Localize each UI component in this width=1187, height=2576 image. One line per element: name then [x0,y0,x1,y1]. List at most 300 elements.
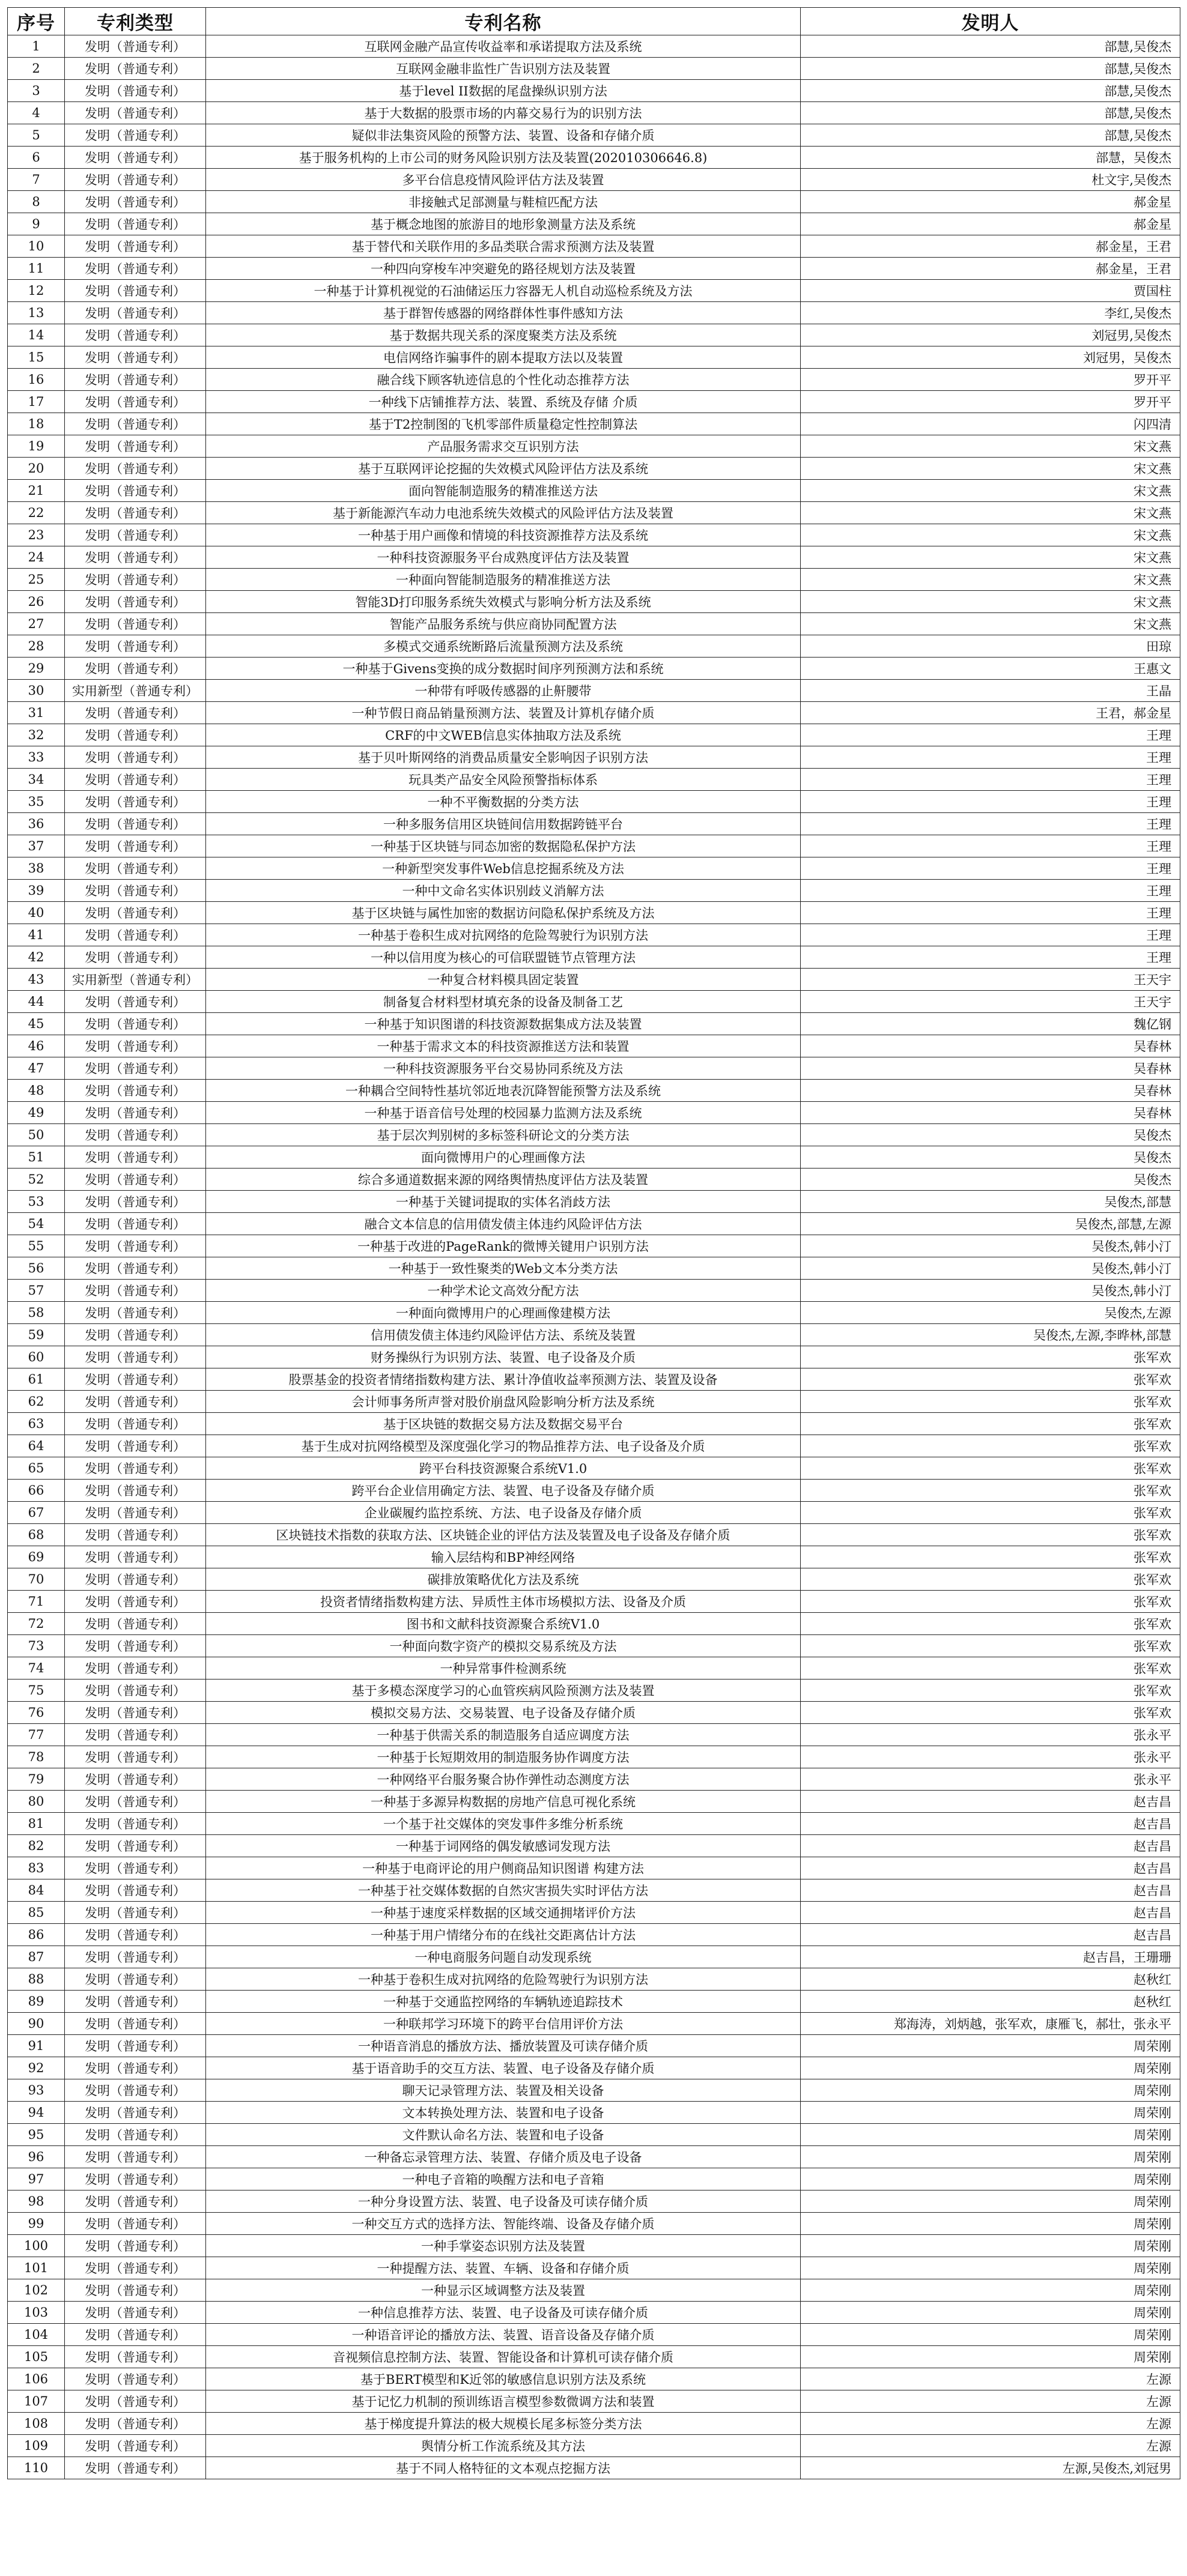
inventor: 罗开平 [801,391,1180,413]
patent-type: 发明（普通专利） [65,1213,206,1235]
table-row [8,1324,1180,1346]
patent-type: 发明（普通专利） [65,1524,206,1546]
inventor: 周荣刚 [801,2035,1180,2057]
header-author: 发明人 [801,8,1180,35]
patent-type: 发明（普通专利） [65,2146,206,2168]
patent-type: 发明（普通专利） [65,2057,206,2079]
patent-type: 发明（普通专利） [65,102,206,124]
patent-name: 基于新能源汽车动力电池系统失效模式的风险评估方法及装置 [206,502,801,524]
table-row [8,1146,1180,1169]
inventor: 吴俊杰 [801,1124,1180,1146]
patent-name: 一种基于卷积生成对抗网络的危险驾驶行为识别方法 [206,1968,801,1991]
table-row [8,235,1180,258]
table-row [8,769,1180,791]
row-index: 12 [8,280,65,302]
table-row [8,1057,1180,1080]
patent-name: 区块链技术指数的获取方法、区块链企业的评估方法及装置及电子设备及存储介质 [206,1524,801,1546]
patent-name: 会计师事务所声誉对股价崩盘风险影响分析方法及系统 [206,1391,801,1413]
table-row [8,813,1180,835]
inventor: 张军欢 [801,1346,1180,1368]
row-index: 19 [8,435,65,458]
table-row [8,1013,1180,1035]
patent-type: 发明（普通专利） [65,1724,206,1746]
patent-type: 发明（普通专利） [65,724,206,746]
patent-type: 发明（普通专利） [65,1324,206,1346]
table-row [8,80,1180,102]
patent-name: 面向微博用户的心理画像方法 [206,1146,801,1169]
row-index: 36 [8,813,65,835]
patent-type: 发明（普通专利） [65,1791,206,1813]
table-row [8,1546,1180,1568]
patent-type: 发明（普通专利） [65,1391,206,1413]
patent-name: 玩具类产品安全风险预警指标体系 [206,769,801,791]
patent-name: 一种新型突发事件Web信息挖掘系统及方法 [206,857,801,880]
patent-type: 发明（普通专利） [65,2235,206,2257]
patent-name: 一种联邦学习环境下的跨平台信用评价方法 [206,2013,801,2035]
inventor: 张军欢 [801,1546,1180,1568]
table-row [8,1902,1180,1924]
table-row [8,1391,1180,1413]
patent-name: 基于区块链与属性加密的数据访问隐私保护系统及方法 [206,902,801,924]
patent-name: 一种面向微博用户的心理画像建模方法 [206,1302,801,1324]
patent-type: 发明（普通专利） [65,280,206,302]
row-index: 53 [8,1191,65,1213]
table-row [8,1568,1180,1591]
patent-name: 一种面向数字资产的模拟交易系统及方法 [206,1635,801,1657]
patent-type: 发明（普通专利） [65,1169,206,1191]
patent-name: 跨平台科技资源聚合系统V1.0 [206,1457,801,1480]
row-index: 18 [8,413,65,435]
patent-name: 一种基于计算机视觉的石油储运压力容器无人机自动巡检系统及方法 [206,280,801,302]
table-row [8,369,1180,391]
table-row [8,2457,1180,2479]
row-index: 102 [8,2279,65,2302]
row-index: 50 [8,1124,65,1146]
patent-type: 发明（普通专利） [65,2302,206,2324]
patent-type: 发明（普通专利） [65,346,206,369]
table-row [8,58,1180,80]
patent-name: 一种面向智能制造服务的精准推送方法 [206,569,801,591]
inventor: 周荣刚 [801,2302,1180,2324]
inventor: 郑海涛，刘炳越，张军欢，康雁飞，郝壮，张永平 [801,2013,1180,2035]
patent-name: 一种基于交通监控网络的车辆轨迹追踪技术 [206,1991,801,2013]
patent-name: 一种语音评论的播放方法、装置、语音设备及存储介质 [206,2324,801,2346]
row-index: 84 [8,1879,65,1902]
patent-name: 模拟交易方法、交易装置、电子设备及存储介质 [206,1702,801,1724]
inventor: 吴俊杰,部慧 [801,1191,1180,1213]
inventor: 赵吉昌 [801,1791,1180,1813]
inventor: 张军欢 [801,1524,1180,1546]
patent-name: 基于数据共现关系的深度聚类方法及系统 [206,324,801,346]
inventor: 部慧,吴俊杰 [801,80,1180,102]
patent-name: 基于服务机构的上市公司的财务风险识别方法及装置(202010306646.8) [206,147,801,169]
patent-name: 基于区块链的数据交易方法及数据交易平台 [206,1413,801,1435]
row-index: 1 [8,35,65,58]
patent-name: 一种基于用户画像和情境的科技资源推荐方法及系统 [206,524,801,546]
table-row [8,213,1180,235]
table-row [8,1857,1180,1879]
row-index: 101 [8,2257,65,2279]
row-index: 34 [8,769,65,791]
patent-name: 一种基于词网络的偶发敏感词发现方法 [206,1835,801,1857]
patent-name: 一种基于需求文本的科技资源推送方法和装置 [206,1035,801,1057]
row-index: 46 [8,1035,65,1057]
patent-type: 发明（普通专利） [65,2102,206,2124]
row-index: 54 [8,1213,65,1235]
patent-table [7,7,1180,2479]
patent-name: 一个基于社交媒体的突发事件多维分析系统 [206,1813,801,1835]
row-index: 78 [8,1746,65,1768]
row-index: 9 [8,213,65,235]
inventor: 吴俊杰,左源 [801,1302,1180,1324]
row-index: 47 [8,1057,65,1080]
patent-name: 基于贝叶斯网络的消费品质量安全影响因子识别方法 [206,746,801,769]
patent-name: 一种提醒方法、装置、车辆、设备和存储介质 [206,2257,801,2279]
patent-type: 发明（普通专利） [65,413,206,435]
table-row [8,1635,1180,1657]
patent-type: 发明（普通专利） [65,569,206,591]
table-row [8,2057,1180,2079]
patent-name: 一种基于一致性聚类的Web文本分类方法 [206,1257,801,1280]
table-row [8,324,1180,346]
patent-type: 发明（普通专利） [65,746,206,769]
inventor: 郝金星 [801,191,1180,213]
inventor: 赵吉昌 [801,1902,1180,1924]
patent-name: 一种复合材料模具固定装置 [206,969,801,991]
row-index: 77 [8,1724,65,1746]
row-index: 43 [8,969,65,991]
patent-name: 制备复合材料型材填充条的设备及制备工艺 [206,991,801,1013]
inventor: 李红,吴俊杰 [801,302,1180,324]
row-index: 37 [8,835,65,857]
patent-type: 发明（普通专利） [65,1813,206,1835]
inventor: 赵秋红 [801,1991,1180,2013]
table-row [8,2035,1180,2057]
patent-name: 一种基于改进的PageRank的微博关键用户识别方法 [206,1235,801,1257]
row-index: 62 [8,1391,65,1413]
table-row [8,746,1180,769]
table-row [8,658,1180,680]
patent-name: 一种基于语音信号处理的校园暴力监测方法及系统 [206,1102,801,1124]
table-row [8,302,1180,324]
patent-name: 基于大数据的股票市场的内幕交易行为的识别方法 [206,102,801,124]
inventor: 周荣刚 [801,2279,1180,2302]
table-row [8,502,1180,524]
patent-type: 发明（普通专利） [65,2324,206,2346]
patent-name: 一种基于Givens变换的成分数据时间序列预测方法和系统 [206,658,801,680]
table-row [8,1480,1180,1502]
table-row [8,2124,1180,2146]
patent-type: 发明（普通专利） [65,1946,206,1968]
patent-type: 发明（普通专利） [65,791,206,813]
patent-type: 发明（普通专利） [65,1124,206,1146]
row-index: 45 [8,1013,65,1035]
patent-type: 发明（普通专利） [65,857,206,880]
patent-name: 文本转换处理方法、装置和电子设备 [206,2102,801,2124]
row-index: 27 [8,613,65,635]
patent-type: 发明（普通专利） [65,1235,206,1257]
patent-name: 融合文本信息的信用债发债主体违约风险评估方法 [206,1213,801,1235]
patent-type: 发明（普通专利） [65,235,206,258]
header-row [8,8,1180,35]
row-index: 106 [8,2368,65,2390]
table-row [8,857,1180,880]
table-row [8,1591,1180,1613]
table-row [8,1924,1180,1946]
patent-name: 非接触式足部测量与鞋楦匹配方法 [206,191,801,213]
patent-name: 一种显示区域调整方法及装置 [206,2279,801,2302]
patent-type: 发明（普通专利） [65,658,206,680]
inventor: 吴俊杰,左源,李晔林,部慧 [801,1324,1180,1346]
patent-type: 发明（普通专利） [65,1968,206,1991]
table-row [8,524,1180,546]
table-row [8,1124,1180,1146]
row-index: 108 [8,2413,65,2435]
table-row [8,1946,1180,1968]
inventor: 张军欢 [801,1591,1180,1613]
patent-type: 发明（普通专利） [65,1591,206,1613]
patent-type: 发明（普通专利） [65,2457,206,2479]
row-index: 86 [8,1924,65,1946]
patent-type: 发明（普通专利） [65,1413,206,1435]
inventor: 部慧,吴俊杰 [801,35,1180,58]
inventor: 郝金星，王君 [801,258,1180,280]
row-index: 96 [8,2146,65,2168]
table-row [8,2213,1180,2235]
patent-type: 实用新型（普通专利） [65,969,206,991]
inventor: 张军欢 [801,1435,1180,1457]
row-index: 20 [8,458,65,480]
table-row [8,458,1180,480]
row-index: 97 [8,2168,65,2191]
patent-name: 一种带有呼吸传感器的止鼾腰带 [206,680,801,702]
patent-name: 基于记忆力机制的预训练语言模型参数微调方法和装置 [206,2390,801,2413]
table-row [8,1302,1180,1324]
patent-name: 一种多服务信用区块链间信用数据跨链平台 [206,813,801,835]
patent-type: 发明（普通专利） [65,546,206,569]
inventor: 闪四清 [801,413,1180,435]
patent-type: 发明（普通专利） [65,2413,206,2435]
patent-type: 发明（普通专利） [65,1568,206,1591]
row-index: 75 [8,1680,65,1702]
row-index: 55 [8,1235,65,1257]
patent-type: 发明（普通专利） [65,191,206,213]
patent-name: 一种基于多源异构数据的房地产信息可视化系统 [206,1791,801,1813]
table-row [8,1746,1180,1768]
patent-type: 发明（普通专利） [65,2168,206,2191]
patent-type: 发明（普通专利） [65,1257,206,1280]
inventor: 吴俊杰,部慧,左源 [801,1213,1180,1235]
patent-type: 发明（普通专利） [65,2035,206,2057]
patent-name: 一种网络平台服务聚合协作弹性动态测度方法 [206,1768,801,1791]
row-index: 88 [8,1968,65,1991]
table-row [8,2302,1180,2324]
patent-type: 发明（普通专利） [65,369,206,391]
patent-type: 发明（普通专利） [65,635,206,658]
table-row [8,1035,1180,1057]
header-index: 序号 [8,8,65,35]
table-row [8,1435,1180,1457]
patent-name: 碳排放策略优化方法及系统 [206,1568,801,1591]
row-index: 23 [8,524,65,546]
table-row [8,1813,1180,1835]
patent-name: 基于替代和关联作用的多品类联合需求预测方法及装置 [206,235,801,258]
patent-type: 发明（普通专利） [65,1280,206,1302]
row-index: 66 [8,1480,65,1502]
inventor: 赵吉昌 [801,1813,1180,1835]
row-index: 49 [8,1102,65,1124]
inventor: 王理 [801,769,1180,791]
table-row [8,1280,1180,1302]
patent-type: 发明（普通专利） [65,1857,206,1879]
patent-sheet [7,7,1180,2479]
row-index: 83 [8,1857,65,1879]
table-row [8,635,1180,658]
table-row [8,2191,1180,2213]
patent-type: 发明（普通专利） [65,502,206,524]
patent-type: 发明（普通专利） [65,2124,206,2146]
table-row [8,2390,1180,2413]
row-index: 35 [8,791,65,813]
patent-type: 发明（普通专利） [65,1657,206,1680]
table-row [8,991,1180,1013]
table-row [8,2079,1180,2102]
patent-type: 发明（普通专利） [65,1924,206,1946]
inventor: 张永平 [801,1746,1180,1768]
table-row [8,613,1180,635]
table-row [8,1413,1180,1435]
patent-type: 发明（普通专利） [65,1879,206,1902]
row-index: 68 [8,1524,65,1546]
inventor: 周荣刚 [801,2191,1180,2213]
patent-name: 文件默认命名方法、装置和电子设备 [206,2124,801,2146]
table-row [8,35,1180,58]
inventor: 宋文燕 [801,524,1180,546]
patent-type: 发明（普通专利） [65,880,206,902]
patent-type: 发明（普通专利） [65,1435,206,1457]
row-index: 26 [8,591,65,613]
row-index: 38 [8,857,65,880]
row-index: 110 [8,2457,65,2479]
inventor: 赵吉昌 [801,1924,1180,1946]
patent-name: 一种中文命名实体识别歧义消解方法 [206,880,801,902]
row-index: 87 [8,1946,65,1968]
row-index: 33 [8,746,65,769]
inventor: 周荣刚 [801,2213,1180,2235]
table-row [8,1191,1180,1213]
row-index: 71 [8,1591,65,1613]
patent-type: 发明（普通专利） [65,35,206,58]
patent-type: 发明（普通专利） [65,147,206,169]
inventor: 宋文燕 [801,502,1180,524]
patent-type: 发明（普通专利） [65,1502,206,1524]
patent-name: 基于语音助手的交互方法、装置、电子设备及存储介质 [206,2057,801,2079]
patent-type: 发明（普通专利） [65,613,206,635]
patent-type: 发明（普通专利） [65,1146,206,1169]
table-row [8,2235,1180,2257]
row-index: 64 [8,1435,65,1457]
patent-name: 聊天记录管理方法、装置及相关设备 [206,2079,801,2102]
patent-type: 发明（普通专利） [65,835,206,857]
inventor: 王理 [801,857,1180,880]
patent-type: 实用新型（普通专利） [65,680,206,702]
inventor: 部慧，吴俊杰 [801,147,1180,169]
inventor: 张军欢 [801,1568,1180,1591]
inventor: 郝金星，王君 [801,235,1180,258]
inventor: 左源 [801,2413,1180,2435]
table-row [8,1235,1180,1257]
inventor: 王理 [801,746,1180,769]
table-row [8,946,1180,969]
table-row [8,1768,1180,1791]
row-index: 72 [8,1613,65,1635]
inventor: 吴俊杰,韩小汀 [801,1235,1180,1257]
patent-name: 融合线下顾客轨迹信息的个性化动态推荐方法 [206,369,801,391]
row-index: 48 [8,1080,65,1102]
patent-name: 一种异常事件检测系统 [206,1657,801,1680]
patent-name: 基于群智传感器的网络群体性事件感知方法 [206,302,801,324]
row-index: 40 [8,902,65,924]
patent-type: 发明（普通专利） [65,458,206,480]
table-body [8,35,1180,2479]
patent-name: 一种基于供需关系的制造服务自适应调度方法 [206,1724,801,1746]
inventor: 左源 [801,2390,1180,2413]
row-index: 22 [8,502,65,524]
inventor: 王惠文 [801,658,1180,680]
patent-type: 发明（普通专利） [65,58,206,80]
row-index: 74 [8,1657,65,1680]
patent-type: 发明（普通专利） [65,1368,206,1391]
table-row [8,791,1180,813]
table-row [8,2324,1180,2346]
patent-type: 发明（普通专利） [65,80,206,102]
table-row [8,924,1180,946]
row-index: 28 [8,635,65,658]
table-row [8,724,1180,746]
row-index: 85 [8,1902,65,1924]
patent-name: 互联网金融非监性广告识别方法及装置 [206,58,801,80]
inventor: 王理 [801,813,1180,835]
inventor: 王理 [801,791,1180,813]
inventor: 张军欢 [801,1613,1180,1635]
row-index: 67 [8,1502,65,1524]
patent-name: 一种信息推荐方法、装置、电子设备及可读存储介质 [206,2302,801,2324]
inventor: 张永平 [801,1724,1180,1746]
patent-name: 音视频信息控制方法、装置、智能设备和计算机可读存储介质 [206,2346,801,2368]
row-index: 17 [8,391,65,413]
inventor: 赵吉昌 [801,1879,1180,1902]
inventor: 吴春林 [801,1057,1180,1080]
patent-name: 一种基于速度采样数据的区域交通拥堵评价方法 [206,1902,801,1924]
patent-name: 企业碳履约监控系统、方法、电子设备及存储介质 [206,1502,801,1524]
inventor: 部慧,吴俊杰 [801,58,1180,80]
table-row [8,1724,1180,1746]
inventor: 吴俊杰 [801,1169,1180,1191]
row-index: 6 [8,147,65,169]
inventor: 吴俊杰,韩小汀 [801,1257,1180,1280]
patent-name: 一种科技资源服务平台成熟度评估方法及装置 [206,546,801,569]
patent-type: 发明（普通专利） [65,1546,206,1568]
row-index: 31 [8,702,65,724]
table-header [8,8,1180,35]
row-index: 82 [8,1835,65,1857]
table-row [8,258,1180,280]
table-row [8,569,1180,591]
patent-type: 发明（普通专利） [65,946,206,969]
table-row [8,1702,1180,1724]
row-index: 52 [8,1169,65,1191]
patent-name: 一种基于长短期效用的制造服务协作调度方法 [206,1746,801,1768]
